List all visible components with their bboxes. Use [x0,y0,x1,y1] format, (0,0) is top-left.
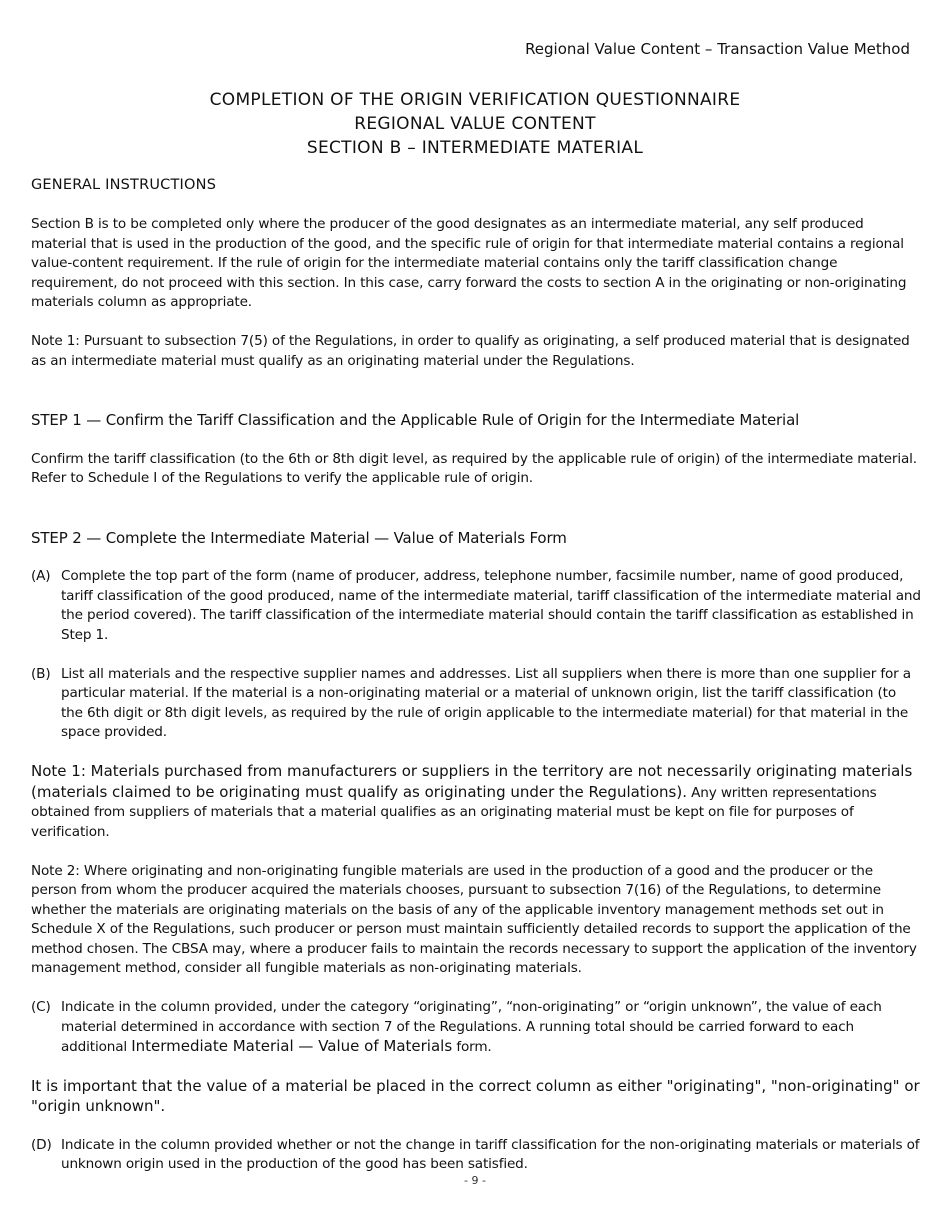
item-a-label: (A) [31,568,51,584]
title-line-3: SECTION B – INTERMEDIATE MATERIAL [306,138,644,158]
item-b-text: List all materials and the respective supplier names and addresses. List all suppliers when there is more than one supplier for a particular material. If the material is a non-originating material or a material of unknown origin, list the tariff classification (to the 6th digit or 8th digit levels, as required by the rule of origin applicable to the intermediate material) for that material in the space provided. [61,665,911,740]
list-item-c [31,998,921,1058]
page-number: - 9 - [464,1174,486,1187]
title-line-1: COMPLETION OF THE ORIGIN VERIFICATION QUESTIONNAIRE [209,90,741,110]
step-2-note-2: Note 2: Where originating and non-originating fungible materials are used in the production of a good and the producer or the person from whom the producer acquired the materials chooses, pursuant to subsection 7(16) of the Regulations, to determine whether the materials are originating materials on the basis of any of the applicable inventory management methods set out in Schedule X of the Regulations, such producer or person must maintain sufficiently detailed records to support the application of the method chosen. The CBSA may, where a producer fails to maintain the records necessary to support the application of the inventory management method, consider all fungible materials as non-originating materials. [31,862,917,976]
item-d-label: (D) [31,1136,52,1153]
item-c-main: Indicate in the column provided, under the category “originating”, “non-originating” or “origin unknown”, the value of each material determined in accordance with section 7 of the Regulations. A running total should be carried forward to each additional [61,999,882,1055]
title-line-2: REGIONAL VALUE CONTENT [354,114,596,134]
item-a-text: Complete the top part of the form (name of producer, address, telephone number, facsimile number, name of good produced, tariff classification of the good produced, name of the intermediate material, tariff classification of the intermediate material and the period covered). The tariff classification of the intermediate material should contain the tariff classification as established in Step 1. [61,568,921,643]
item-c-label: (C) [31,999,51,1015]
note-1-lead: Note 1: Materials purchased from manufacturers or suppliers in the territory are not necessarily originating materials (materials claimed to be originating must qualify as originating under the Regulations). [31,762,913,801]
general-instructions-heading: GENERAL INSTRUCTIONS [31,177,217,193]
list-item-a [31,567,921,645]
item-c-end: form. [452,1039,492,1055]
general-note-1: Note 1: Pursuant to subsection 7(5) of the Regulations, in order to qualify as originating, a self produced material that is designated as an intermediate material must qualify as an originating material under the Regulations. [31,333,910,369]
item-b-label: (B) [31,665,51,682]
note-1-rest: Any written representations obtained from suppliers of materials that a material qualifies as an originating material must be kept on file for purposes of verification. [31,784,877,840]
item-c-text [61,998,921,1058]
running-header: Regional Value Content – Transaction Value Method [525,40,910,58]
step-1-heading: STEP 1 — Confirm the Tariff Classification and the Applicable Rule of Origin for the Intermediate Material [31,411,800,429]
list-item-b [31,665,921,743]
step-1-text: Confirm the tariff classification (to the 6th or 8th digit level, as required by the applicable rule of origin) of the intermediate material. Refer to Schedule I of the Regulations to verify the applicable rule of origin. [31,450,917,486]
important-note: It is important that the value of a material be placed in the correct column as either "originating", "non-originating" or "origin unknown". [31,1077,920,1115]
list-item-d [31,1136,921,1175]
item-c-form-name: Intermediate Material — Value of Materials [131,1037,453,1055]
general-instructions-paragraph: Section B is to be completed only where the producer of the good designates as an intermediate material, any self produced material that is used in the production of the good, and the specific rule of origin for that intermediate material contains a regional value-content requirement. If the rule of origin for the intermediate material contains only the tariff classification change requirement, do not proceed with this section. In this case, carry forward the costs to section A in the originating or non-originating materials column as appropriate. [31,216,907,310]
item-d-text: Indicate in the column provided whether or not the change in tariff classification for the non-originating materials or materials of unknown origin used in the production of the good has been satisfied. [61,1136,920,1172]
document-title [0,88,950,160]
step-2-note-1 [31,762,921,842]
step-2-heading: STEP 2 — Complete the Intermediate Material — Value of Materials Form [31,528,567,547]
document-body [31,176,921,1175]
